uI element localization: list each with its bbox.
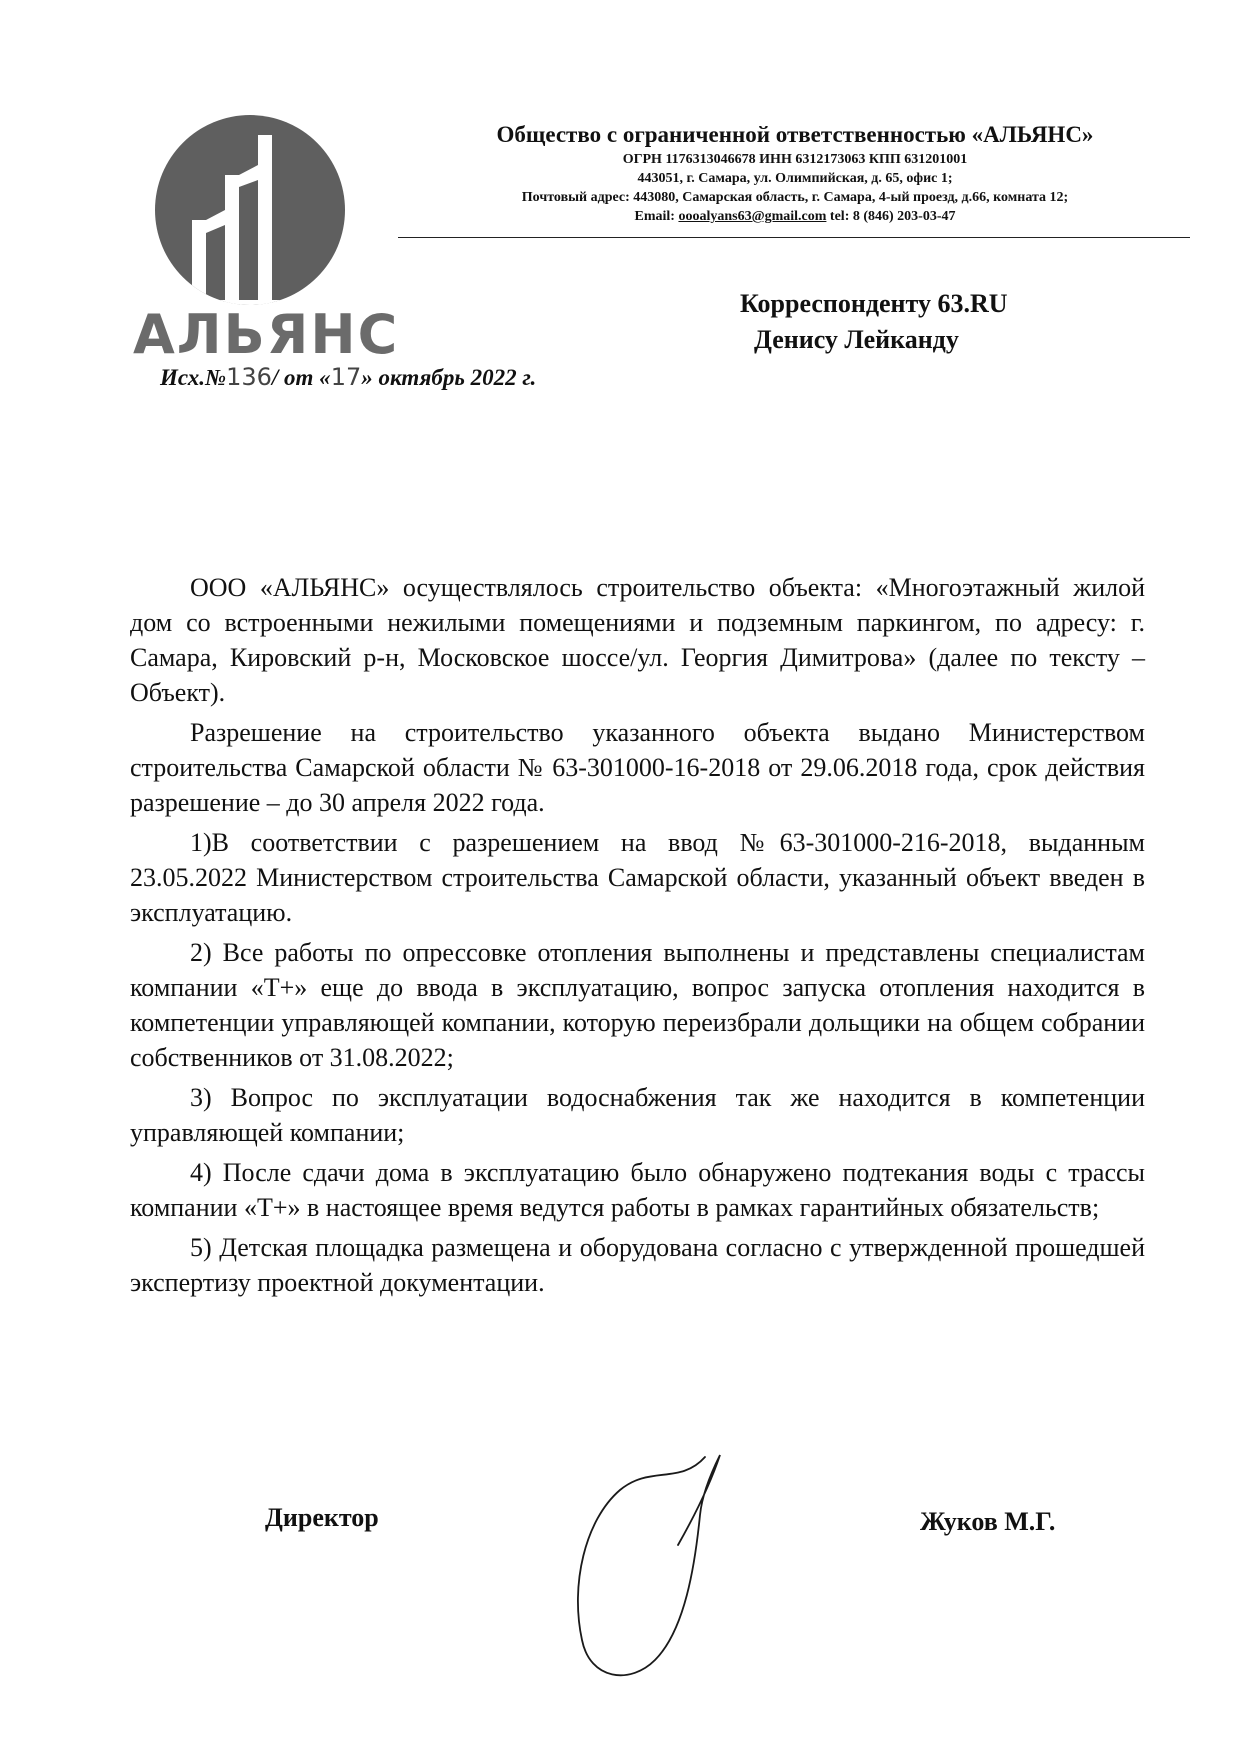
contact-line xyxy=(400,207,1190,226)
outgoing-prefix: Исх.№ xyxy=(160,365,227,390)
handwritten-signature xyxy=(560,1445,740,1695)
letter-body xyxy=(130,570,1145,1305)
body-paragraph: 5) Детская площадка размещена и оборудована согласно с утвержденной прошедшей экспертизу проектной документации. xyxy=(130,1233,1145,1297)
letterhead xyxy=(400,120,1190,226)
addressee-title: Корреспонденту 63.RU xyxy=(740,289,1008,318)
body-paragraph: 4) После сдачи дома в эксплуатацию было обнаружено подтекания воды с трассы компании «Т+» в настоящее время ведутся работы в рамках гарантийных обязательств; xyxy=(130,1158,1145,1222)
logo-wordmark: АЛЬЯНС xyxy=(133,303,400,366)
addressee-block xyxy=(740,286,1160,358)
body-paragraph: Разрешение на строительство указанного объекта выдано Министерством строительства Самарской области № 63-301000-16-2018 от 29.06.2018 года, срок действия разрешение – до 30 апреля 2022 года. xyxy=(130,718,1145,817)
email-label: Email: xyxy=(634,209,675,224)
header-divider xyxy=(398,237,1190,238)
outgoing-number: 136 xyxy=(226,363,272,391)
outgoing-suffix: » октябрь 2022 г. xyxy=(361,365,537,390)
body-paragraph: ООО «АЛЬЯНС» осуществлялось строительство объекта: «Многоэтажный жилой дом со встроенными нежилыми помещениями и подземным паркингом, по адресу: г. Самара, Кировский р-н, Московское шоссе/ул. Георгия Димитрова» (далее по тексту – Объект). xyxy=(130,573,1145,707)
body-paragraph: 3) Вопрос по эксплуатации водоснабжения так же находится в компетенции управляющей компании; xyxy=(130,1083,1145,1147)
email-link[interactable]: oooalyans63@gmail.com xyxy=(678,209,827,224)
legal-address: 443051, г. Самара, ул. Олимпийская, д. 65, офис 1; xyxy=(637,171,953,186)
postal-address: Почтовый адрес: 443080, Самарская область, г. Самара, 4-ый проезд, д.66, комната 12; xyxy=(521,190,1069,205)
registration-numbers: ОГРН 1176313046678 ИНН 6312173063 КПП 631201001 xyxy=(622,152,968,167)
outgoing-day: 17 xyxy=(330,363,362,391)
signatory-name: Жуков М.Г. xyxy=(920,1507,1056,1536)
body-paragraph: 1)В соответствии с разрешением на ввод №63-301000-216-2018, выданным 23.05.2022 Министерством строительства Самарской области, указанный объект введен в эксплуатацию. xyxy=(130,828,1145,927)
signature-graphic xyxy=(560,1445,740,1695)
outgoing-mid: / от « xyxy=(271,365,331,390)
outgoing-reference xyxy=(160,363,536,391)
phone: tel: 8 (846) 203-03-47 xyxy=(829,209,956,224)
signatory-title: Директор xyxy=(265,1503,379,1532)
company-name: Общество с ограниченной ответственностью «АЛЬЯНС» xyxy=(496,122,1094,147)
addressee-name: Денису Лейканду xyxy=(754,325,959,354)
body-paragraph: 2) Все работы по опрессовке отопления выполнены и представлены специалистам компании «Т+» еще до ввода в эксплуатацию, вопрос запуска отопления находится в компетенции управляющей компании, которую переизбрали дольщики на общем собрании собственников от 31.08.2022; xyxy=(130,938,1145,1072)
